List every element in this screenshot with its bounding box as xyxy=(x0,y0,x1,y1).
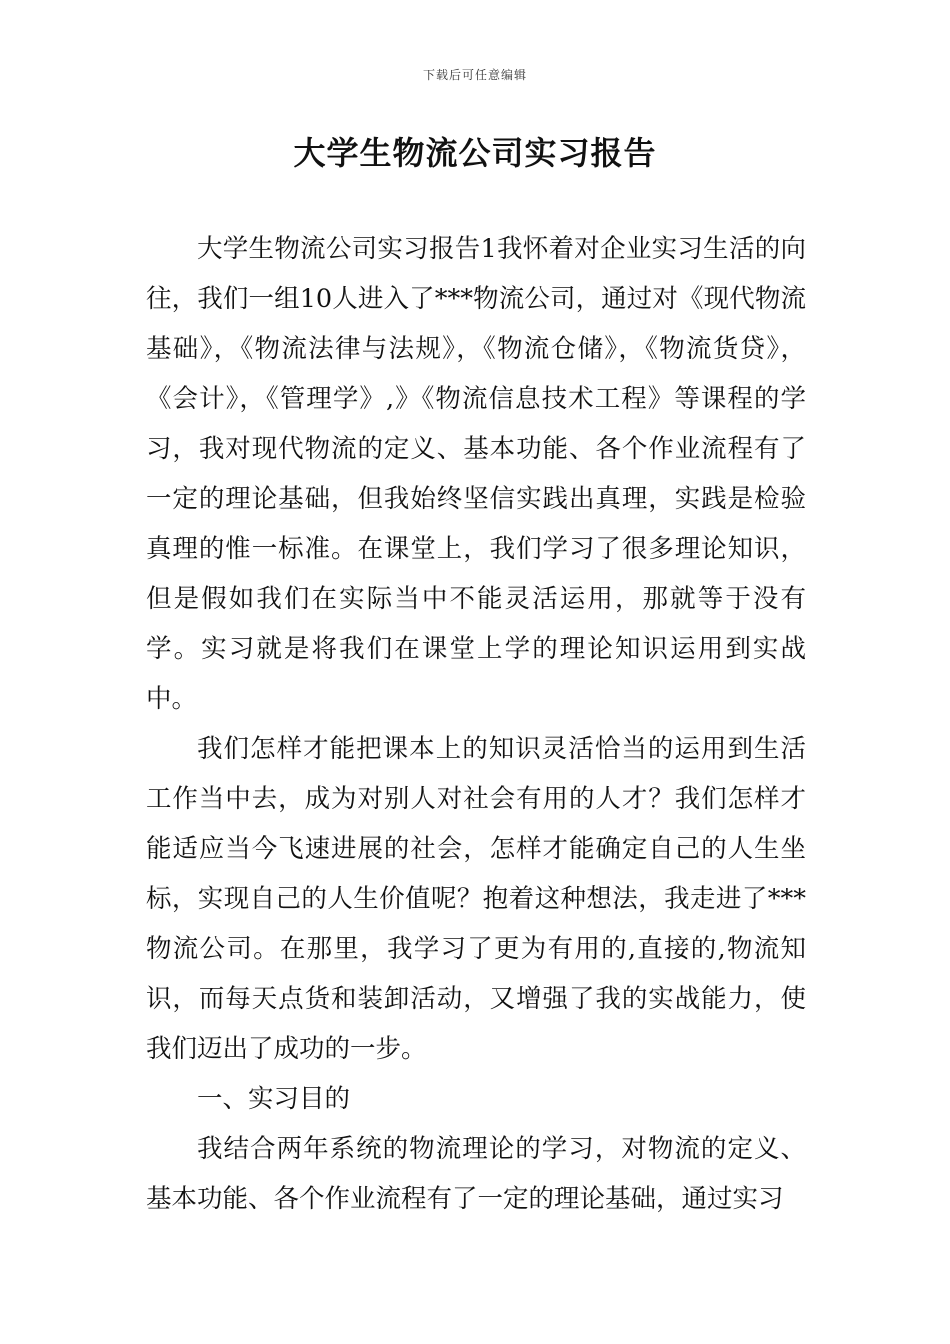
paragraph-3: 我结合两年系统的物流理论的学习，对物流的定义、基本功能、各个作业流程有了一定的理论基础，通过实习 xyxy=(146,1134,806,1214)
paragraph-2: 我们怎样才能把课本上的知识灵活恰当的运用到生活工作当中去，成为对别人对社会有用的人才？我们怎样才能适应当今飞速进展的社会，怎样才能确定自己的人生坐标，实现自己的人生价值呢？抱着这种想法，我走进了***物流公司。在那里，我学习了更为有用的,直接的,物流知识，而每天点货和装卸活动，又增强了我的实战能力，使我们迈出了成功的一步。 xyxy=(146,734,806,1064)
document-body xyxy=(146,224,806,1224)
paragraph-1: 大学生物流公司实习报告1我怀着对企业实习生活的向往，我们一组10人进入了***物流公司，通过对《现代物流基础》，《物流法律与法规》，《物流仓储》，《物流货贷》，《会计》，《管理学》,》《物流信息技术工程》等课程的学习，我对现代物流的定义、基本功能、各个作业流程有了一定的理论基础，但我始终坚信实践出真理，实践是检验真理的惟一标准。在课堂上，我们学习了很多理论知识，但是假如我们在实际当中不能灵活运用，那就等于没有学。实习就是将我们在课堂上学的理论知识运用到实战中。 xyxy=(146,234,806,714)
header-note: 下载后可任意编辑 xyxy=(422,68,527,82)
section-heading-objective: 一、实习目的 xyxy=(197,1084,351,1114)
document-title: 大学生物流公司实习报告 xyxy=(293,134,657,172)
